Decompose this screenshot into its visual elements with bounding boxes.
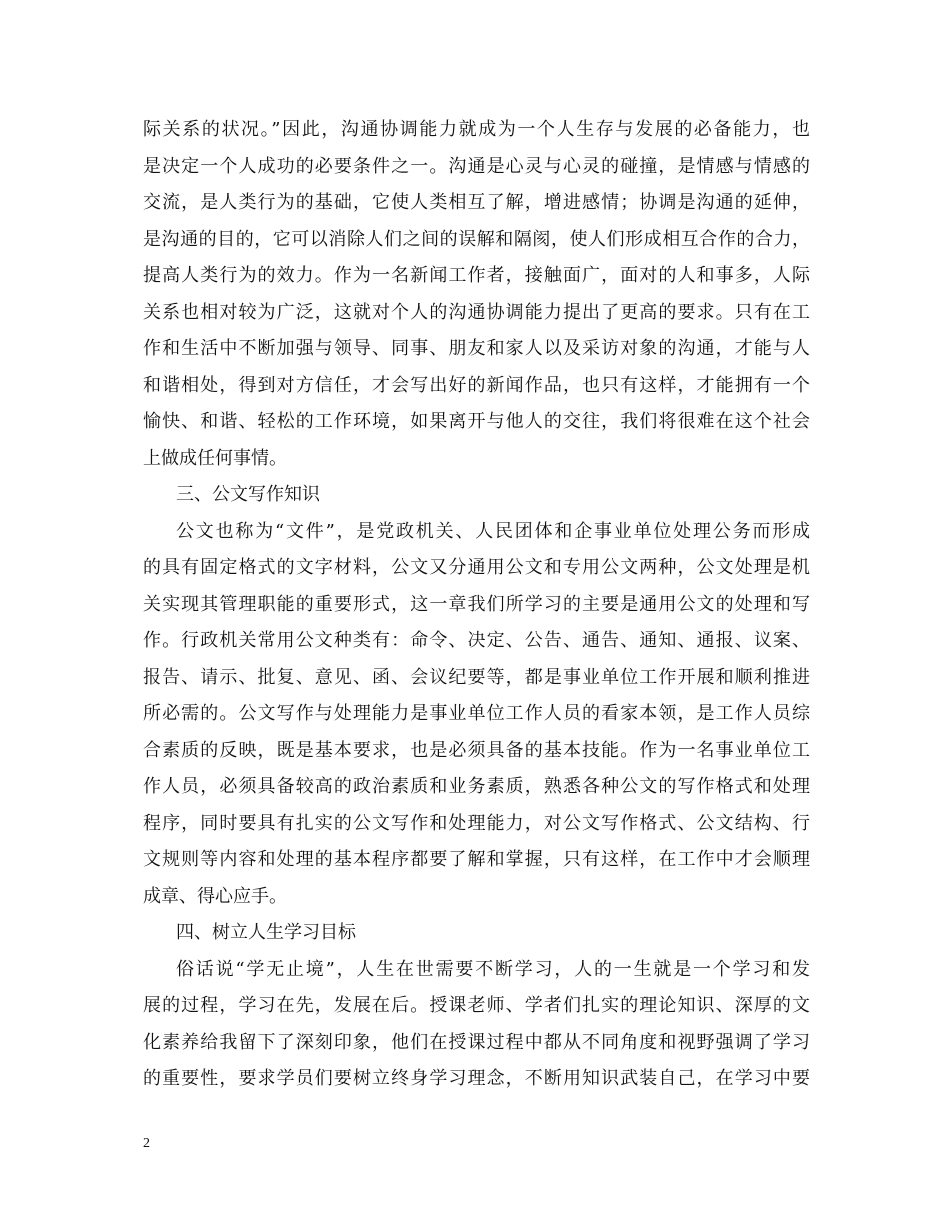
text-line: 提高人类行为的效力。作为一名新闻工作者，接触面广，面对的人和事多，人际 [143,265,810,286]
text-line: 文规则等内容和处理的基本程序都要了解和掌握，只有这样，在工作中才会顺理 [143,849,810,870]
text-line: 程序，同时要具有扎实的公文写作和处理能力，对公文写作格式、公文结构、行 [143,812,810,834]
text-line: 所必需的。公文写作与处理能力是事业单位工作人员的看家本领，是工作人员综 [143,703,810,724]
document-body [143,112,810,1098]
text-line: 关系也相对较为广泛，这就对个人的沟通协调能力提出了更高的要求。只有在工 [143,301,810,323]
text-line: 际关系的状况。”因此，沟通协调能力就成为一个人生存与发展的必备能力，也 [143,119,810,140]
text-line: 的重要性，要求学员们要树立终身学习理念，不断用知识武装自己，在学习中要 [143,1068,810,1089]
text-line: 作和生活中不断加强与领导、同事、朋友和家人以及采访对象的沟通，才能与人 [143,338,810,359]
text-line: 报告、请示、批复、意见、函、会议纪要等，都是事业单位工作开展和顺利推进 [143,666,810,688]
page-number: 2 [143,1136,150,1151]
text-line: 作。行政机关常用公文种类有：命令、决定、公告、通告、通知、通报、议案、 [143,630,810,651]
text-line: 是决定一个人成功的必要条件之一。沟通是心灵与心灵的碰撞，是情感与情感的 [143,155,810,177]
text-line: 合素质的反映，既是基本要求，也是必须具备的基本技能。作为一名事业单位工 [143,739,810,761]
text-line: 化素养给我留下了深刻印象，他们在授课过程中都从不同角度和视野强调了学习 [143,1031,810,1053]
section-heading: 四、树立人生学习目标 [176,922,356,943]
text-line: 公文也称为“文件”，是党政机关、人民团体和企事业单位处理公务而形成 [176,520,810,542]
section-heading: 三、公文写作知识 [176,484,320,505]
text-line: 俗话说“学无止境”，人生在世需要不断学习，人的一生就是一个学习和发 [176,958,810,980]
text-line: 和谐相处，得到对方信任，才会写出好的新闻作品，也只有这样，才能拥有一个 [143,374,810,396]
text-line: 成章、得心应手。 [143,885,287,907]
text-line: 上做成任何事情。 [143,447,287,469]
text-line: 关实现其管理职能的重要形式，这一章我们所学习的主要是通用公文的处理和写 [143,593,810,615]
text-line: 是沟通的目的，它可以消除人们之间的误解和隔阂，使人们形成相互合作的合力， [143,228,810,250]
text-line: 的具有固定格式的文字材料，公文又分通用公文和专用公文两种，公文处理是机 [143,557,810,578]
text-line: 愉快、和谐、轻松的工作环境，如果离开与他人的交往，我们将很难在这个社会 [143,411,810,432]
text-line: 交流，是人类行为的基础，它使人类相互了解，增进感情；协调是沟通的延伸， [143,192,810,213]
text-line: 展的过程，学习在先，发展在后。授课老师、学者们扎实的理论知识、深厚的文 [143,995,810,1016]
text-line: 作人员，必须具备较高的政治素质和业务素质，熟悉各种公文的写作格式和处理 [143,776,810,797]
